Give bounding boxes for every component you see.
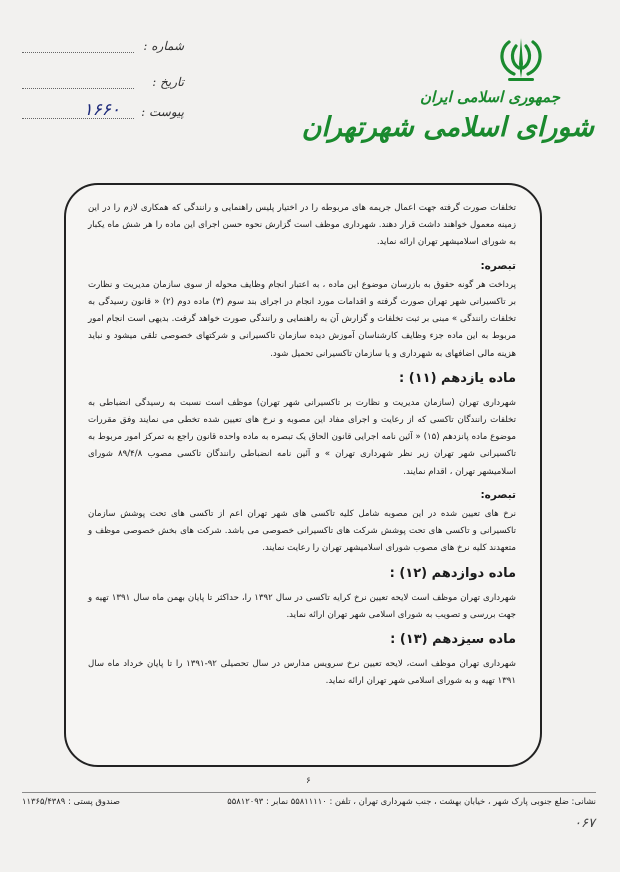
- article-13-text: شهرداری تهران موظف است، لایحه تعیین نرخ سرویس مدارس در سال تحصیلی ۹۲-۱۳۹۱ را تا پایان خرداد ماه سال ۱۳۹۱ تهیه و به شورای اسلامی شهر تهران ارائه نماید.: [88, 659, 516, 687]
- date-line: [22, 74, 134, 89]
- attachment-row: [22, 100, 184, 120]
- footer-postbox: صندوق پستی : ۱۱۳۶۵/۴۳۸۹: [22, 796, 121, 806]
- date-label: تاریخ :: [152, 75, 184, 89]
- number-row: [22, 38, 184, 53]
- handwritten-mark: ۰۶۷: [574, 816, 595, 831]
- number-label: شماره :: [143, 39, 184, 53]
- org-subtitle: جمهوری اسلامی ایران: [419, 88, 560, 106]
- emblem-icon: [490, 34, 552, 84]
- note-heading-2: تبصره:: [480, 488, 516, 501]
- article-12-title: ماده دوازدهم (۱۲) :: [389, 565, 516, 581]
- attachment-label: پیوست :: [141, 105, 184, 119]
- note-1: پرداخت هر گونه حقوق به بازرسان موضوع این ماده ، به اعتبار انجام وظایف محوله از سوی سازمان مدیریت و نظارت بر تاکسیرانی شهر تهران صورت گرفته و اقدامات مورد انجام در اجرای بند سوم (۳) ماده دوم (۲) « قانون رسیدگی به تخلفات رانندگی » مبنی بر ثبت تخلفات و گزارش آن به راهنمایی و رانندگی صورت خواهد گرفت. بدیهی است انجام امور مربوط به این ماده جزء وظایف کارشناسان آموزش دیده سازمان تاکسیرانی و شرکتهای خصوصی تلقی میشود و نباید هزینه مالی اضافهای به شهرداری و یا سازمان تاکسیرانی تحمیل شود.: [88, 279, 516, 359]
- article-12-text: شهرداری تهران موظف است لایحه تعیین نرخ کرایه تاکسی در سال ۱۳۹۲ را، حداکثر تا پایان بهمن ماه سال ۱۳۹۱ تهیه و جهت بررسی و تصویب به شورای اسلامی شهر تهران ارائه نماید.: [88, 592, 516, 620]
- note-2: نرخ های تعیین شده در این مصوبه شامل کلیه تاکسی های شهر تهران اعم از تاکسی های تحت پوشش سازمان تاکسیرانی و تاکسی های تحت پوشش شرکت های تاکسیرانی خصوصی می باشد. شرکت های بخش خصوصی موظف و متعهدند کلیه نرخ های مصوب شورای اسلامیشهر تهران را رعایت نمایند.: [88, 509, 516, 554]
- note-heading-1: تبصره:: [480, 259, 516, 272]
- document-body: [88, 200, 516, 696]
- footer-address: نشانی: ضلع جنوبی پارک شهر ، خیابان بهشت ، جنب شهرداری تهران ، تلفن : ۵۵۸۱۱۱۱۰ نمابر : ۵۵۸۱۲۰۹۳: [227, 796, 596, 806]
- date-row: [22, 74, 184, 89]
- paragraph-1: تخلفات صورت گرفته جهت اعمال جریمه های مربوطه را در اختیار پلیس راهنمایی و رانندگی که همکاری لازم را در این زمینه معمول خواهند داشت قرار دهند. شهرداری موظف است گزارش نحوه حسن اجرای این ماده را هر شش ماه یکبار به شورای اسلامیشهر تهران ارائه نماید.: [88, 203, 516, 248]
- page-number: ۶: [306, 776, 311, 786]
- article-13-title: ماده سیزدهم (۱۳) :: [390, 632, 516, 648]
- attachment-value: ۱۶۶۰: [83, 100, 120, 120]
- org-title: شورای اسلامی شهرتهران: [301, 112, 594, 143]
- article-11-title: ماده یازدهم (۱۱) :: [399, 370, 516, 386]
- number-line: [22, 38, 134, 53]
- article-11-text: شهرداری تهران (سازمان مدیریت و نظارت بر تاکسیرانی شهر تهران) موظف است نسبت به رسیدگی انضباطی به تخلفات رانندگان تاکسی که از رعایت و اجرای مفاد این مصوبه و نرخ های تعیین شده تخطی می نمایند وفق مقررات موضوع ماده پانزدهم (۱۵) « آئین نامه اجرایی قانون الحاق یک تبصره به ماده واحده قانون راجع به تمرکز امور مربوط به تاکسیرانی شهر تهران زیر نظر شهرداری تهران » و آئین نامه انضباطی رانندگان تاکسی مصوب ۸۹/۴/۸ شورای اسلامیشهر تهران ، اقدام نمایند.: [88, 397, 516, 477]
- attachment-line: [22, 100, 134, 120]
- footer: [22, 792, 596, 806]
